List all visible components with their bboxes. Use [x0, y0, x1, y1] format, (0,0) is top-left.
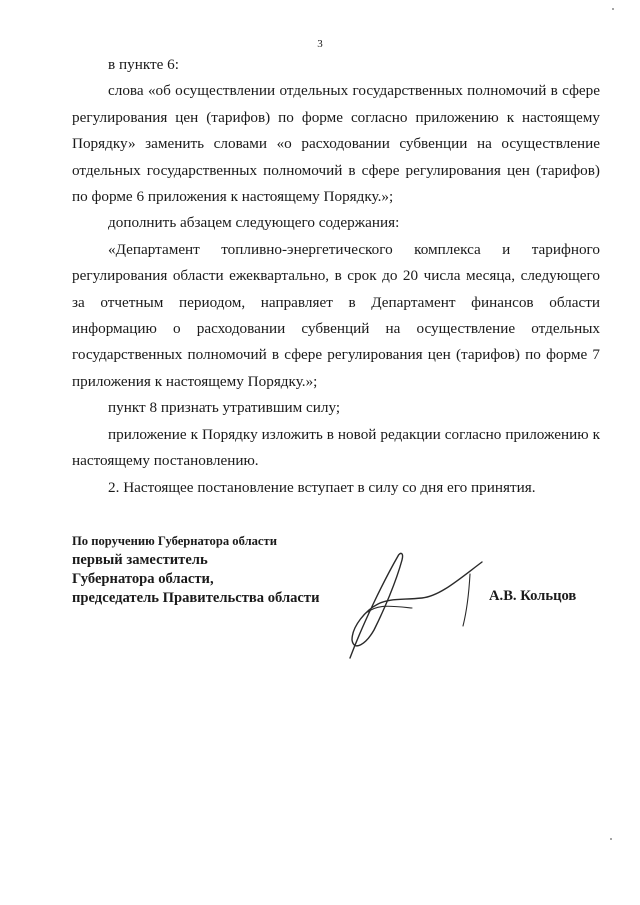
paragraph-item-8-void: пункт 8 признать утратившим силу;: [108, 399, 341, 417]
signer-name: А.В. Кольцов: [489, 588, 577, 604]
paragraph-department-clause: «Департамент топливно-энергетического комплекса и тарифного регулирования области ежеквартально, в срок до 20 числа месяца, следующего за отчетным периодом, направляет в Департамент финансов области информацию о расходовании субвенций на осуществление отдельных государственных полномочий в сфере регулирования цен (тарифов) по форме 7 приложения к настоящему Порядку.»;: [72, 240, 600, 390]
page-number: 3: [317, 38, 323, 50]
paragraph-appendix-revision: приложение к Порядку изложить в новой редакции согласно приложению к настоящему постановлению.: [72, 425, 600, 470]
paragraph-add-clause: дополнить абзацем следующего содержания:: [108, 214, 400, 232]
document-body: [72, 52, 600, 501]
signature-block: [72, 531, 319, 608]
scan-artifact: [610, 838, 612, 840]
position-line-2: Губернатора области,: [72, 571, 214, 587]
authority-line: По поручению Губернатора области: [72, 534, 277, 548]
paragraph-replace-words: слова «об осуществлении отдельных государственных полномочий в сфере регулирования цен (тарифов) по форме согласно приложению к настоящему Порядку» заменить словами «о расходовании субвенции на осуществление отдельных государственных полномочий в сфере регулирования цен (тарифов) по форме 6 приложения к настоящему Порядку.»;: [72, 82, 600, 206]
scan-artifact: [612, 8, 614, 10]
position-line-1: первый заместитель: [72, 552, 208, 568]
paragraph-item-6-intro: в пункте 6:: [108, 56, 179, 73]
paragraph-effective-date: 2. Настоящее постановление вступает в силу со дня его принятия.: [108, 478, 536, 496]
position-line-3: председатель Правительства области: [72, 590, 320, 606]
handwritten-signature: [340, 548, 490, 660]
